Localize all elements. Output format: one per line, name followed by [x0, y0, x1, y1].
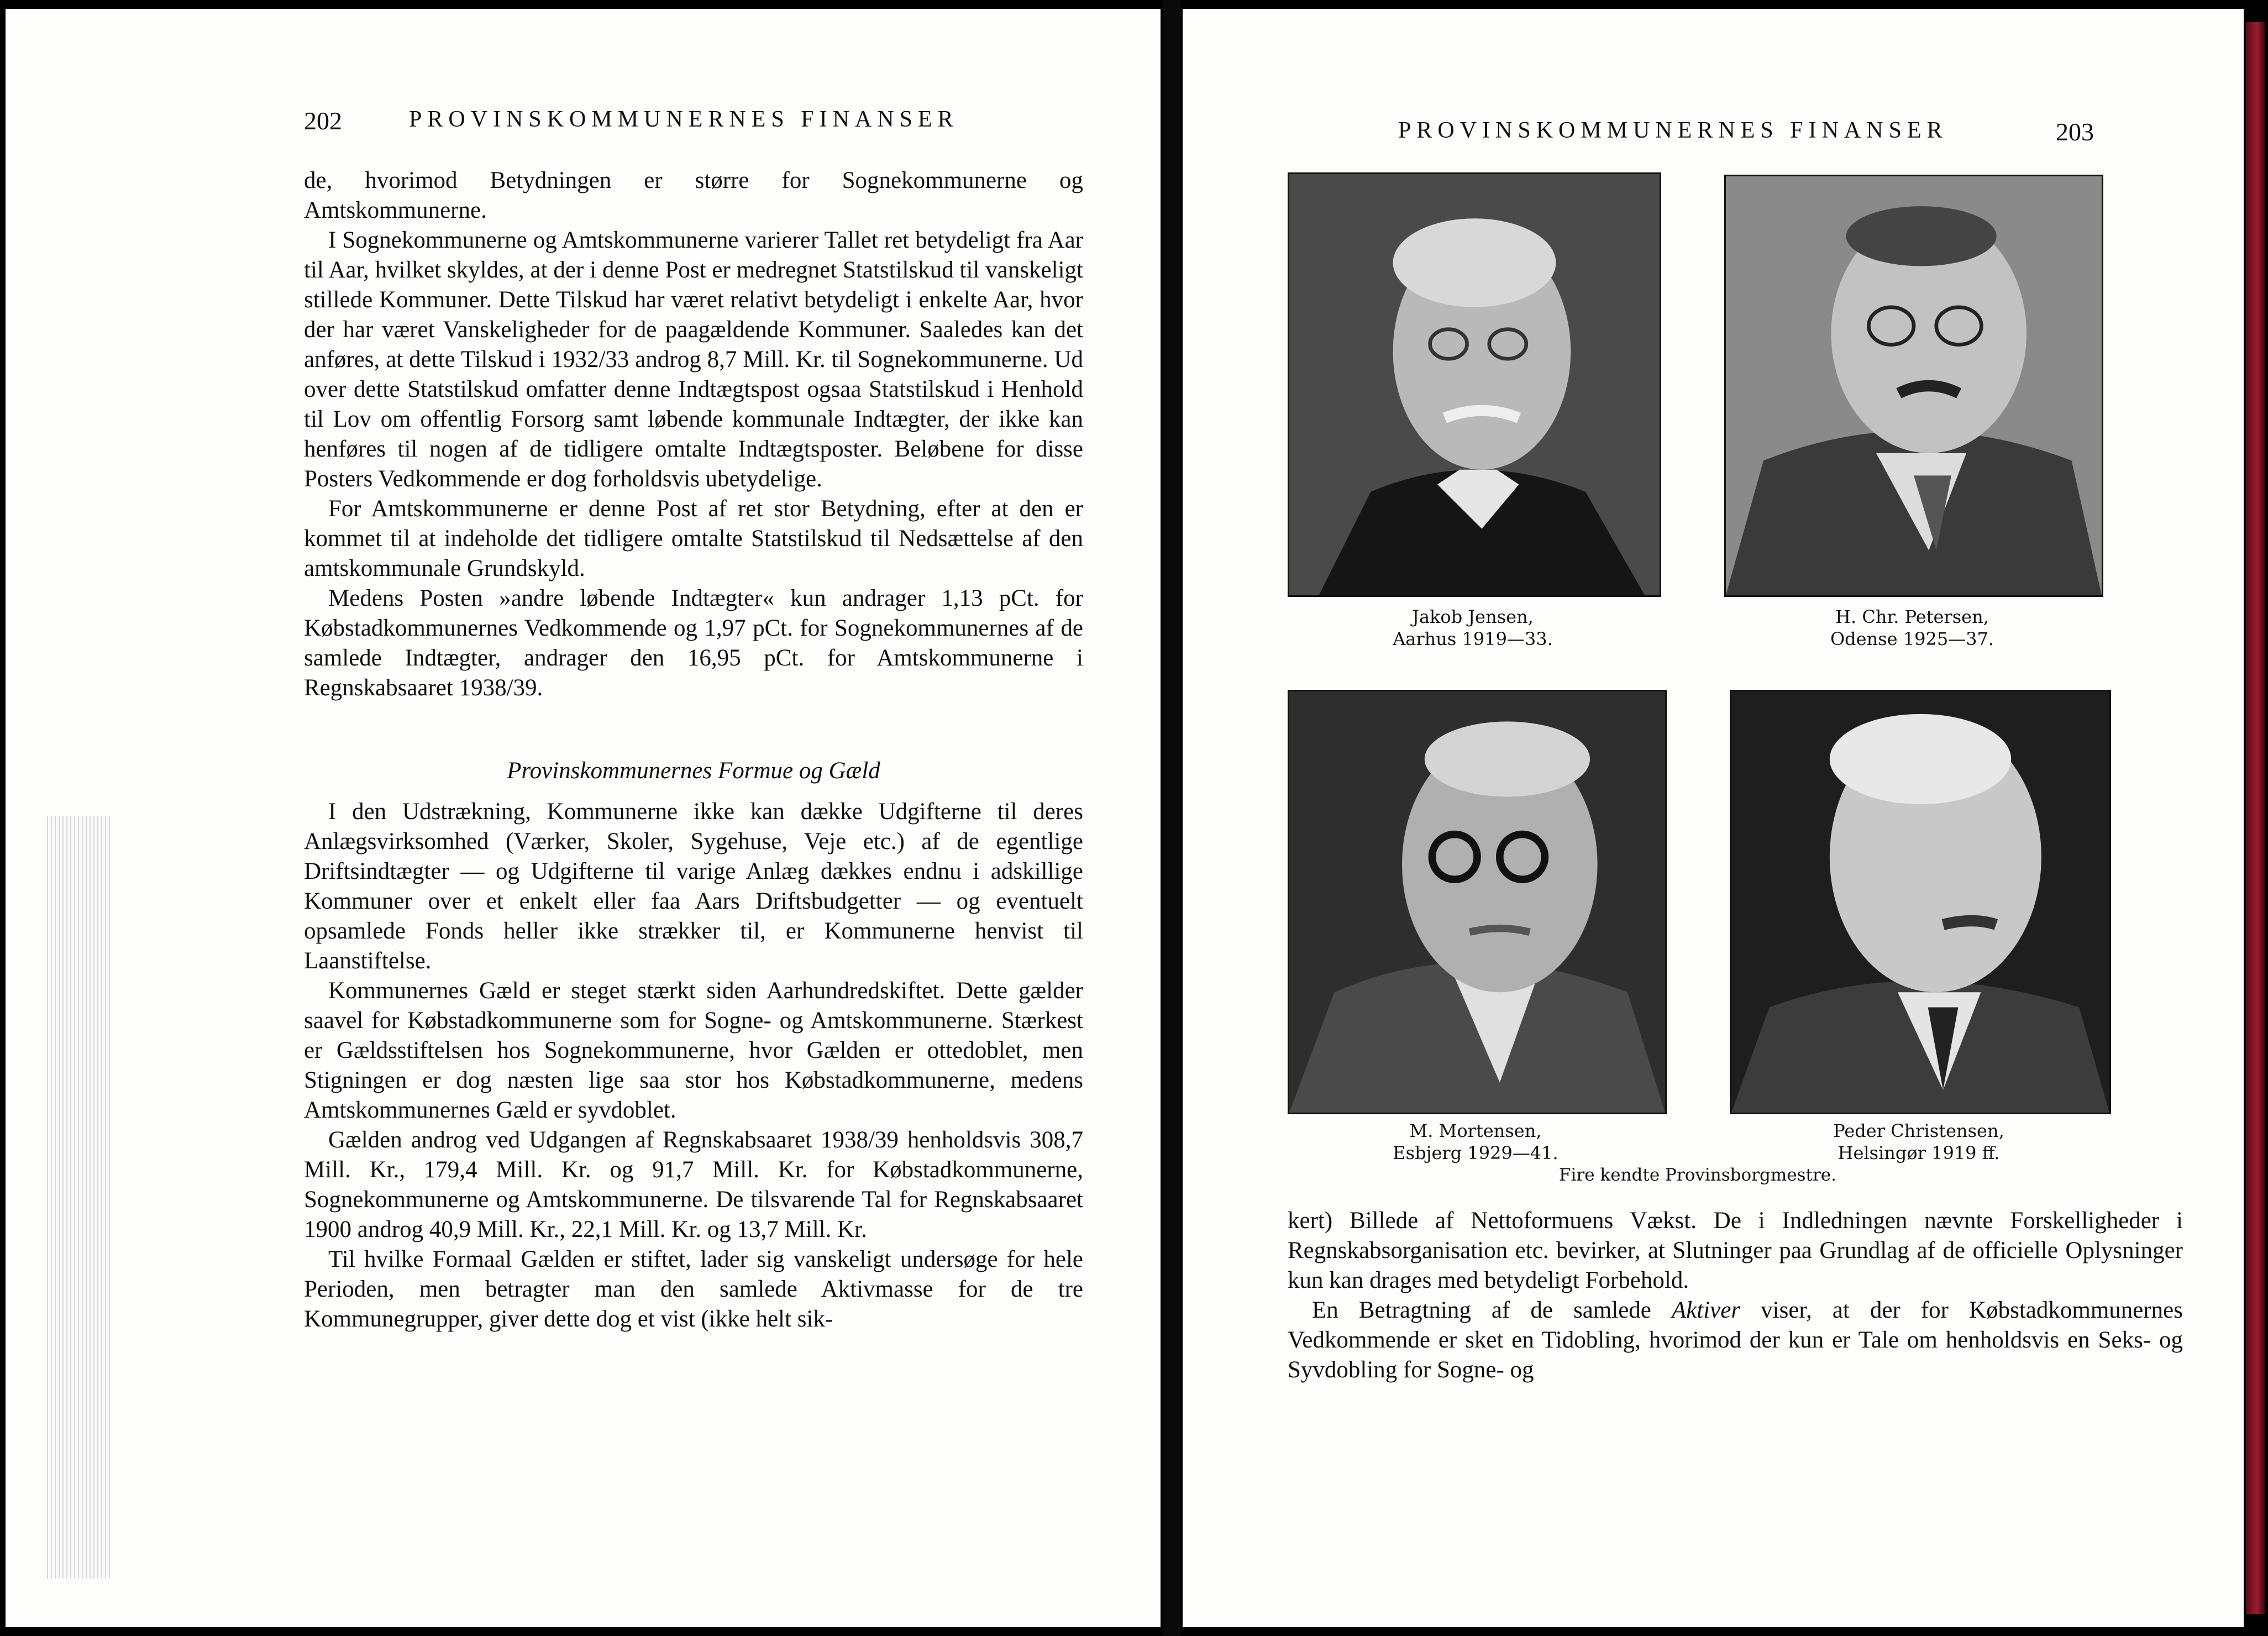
portrait-caption [1288, 606, 1658, 650]
section-heading: Provinskommunernes Formue og Gæld [507, 758, 880, 784]
portrait-place: Odense 1925—37. [1830, 628, 1994, 649]
page-number: 202 [304, 107, 342, 135]
book-spine [1163, 0, 1180, 1636]
portrait-place: Helsingør 1919 ff. [1838, 1142, 2000, 1163]
paragraph: I den Udstrækning, Kommunerne ikke kan dække Udgifterne til deres Anlægsvirksomhed (Værker, Skoler, Sygehuse, Veje etc.) af de egentlige Driftsindtægter — og Udgifterne til varige Anlæg dækkes endnu i adskillige Kommuner over et enkelt eller faa Aars Driftsbudgetter — og eventuelt opsamlede Fonds heller ikke strækker til, er Kommunerne henvist til Laanstiftelse. [304, 799, 1083, 974]
portrait-caption [1730, 1120, 2108, 1164]
paragraph: Medens Posten »andre løbende Indtægter« kun andrager 1,13 pCt. for Købstadkommunernes Vedkommende og 1,97 pCt. for Sognekommunernes af de samlede Indtægter, andrager den 16,95 pCt. for Amtskommunerne i Regnskabsaaret 1938/39. [304, 585, 1083, 701]
paragraph: I Sognekommunerne og Amtskommunerne varierer Tallet ret betydeligt fra Aar til Aar, hvilket skyldes, at der i denne Post er medregnet Statstilskud til vanskeligt stillede Kommuner. Dette Tilskud har været relativt betydeligt i enkelte Aar, hvor der har været Vanskeligheder for de paagældende Kommuner. Saaledes kan det anføres, at dette Tilskud i 1932/33 androg 8,7 Mill. Kr. til Sognekommunerne. Ud over dette Statstilskud omfatter denne Indtægtspost ogsaa Statstilskud i Henhold til Lov om offentlig Forsorg samt løbende kommunale Indtægter, der ikke kan henføres til nogen af de tidligere omtalte Indtægtsposter. Beløbene for disse Posters Vedkommende er dog forholdsvis ubetydelige. [304, 227, 1083, 492]
portrait-caption [1724, 606, 2100, 650]
text-run: En Betragtning af de samlede [1312, 1297, 1672, 1323]
paragraph: For Amtskommunerne er denne Post af ret stor Betydning, efter at den er kommet til at indeholde det tidligere omtalte Statstilskud til Nedsættelse af den amtskommunale Grundskyld. [304, 496, 1083, 581]
portrait-place: Aarhus 1919—33. [1393, 628, 1553, 649]
paragraph [1288, 1296, 2183, 1385]
left-page [6, 9, 1161, 1627]
running-head: PROVINSKOMMUNERNES FINANSER [409, 107, 959, 132]
paragraph: Gælden androg ved Udgangen af Regnskabsaaret 1938/39 henholdsvis 308,7 Mill. Kr., 179,4 Mill. Kr. og 91,7 Mill. Kr. for Købstadkommunerne, Sognekommunerne og Amtskommunerne. De tilsvarende Tal for Regnskabsaaret 1900 androg 40,9 Mill. Kr., 22,1 Mill. Kr. og 13,7 Mill. Kr. [304, 1127, 1083, 1242]
portrait-photo-m-mortensen [1288, 690, 1667, 1114]
left-body-text [304, 166, 1083, 1334]
portrait-caption [1288, 1120, 1663, 1164]
portrait-place: Esbjerg 1929—41. [1393, 1142, 1558, 1163]
running-head: PROVINSKOMMUNERNES FINANSER [1398, 118, 1948, 143]
figure-caption: Fire kendte Provinsborgmestre. [1559, 1165, 1836, 1185]
portrait-name: H. Chr. Petersen, [1835, 606, 1989, 627]
paragraph: de, hvorimod Betydningen er større for Sognekommunerne og Amtskommunerne. [304, 167, 1083, 223]
text-run: viser, at der for Købstadkommunernes Vedkommende er sket en Tidobling, hvorimod der kun er Tale om henholdsvis en Seks- og Syvdobling for Sogne- og [1288, 1297, 2183, 1383]
portrait-name: M. Mortensen, [1409, 1120, 1542, 1141]
portrait-photo-jakob-jensen [1288, 172, 1661, 597]
right-page [1183, 9, 2244, 1627]
emphasis-text: Aktiver [1671, 1297, 1741, 1323]
paragraph: Til hvilke Formaal Gælden er stiftet, lader sig vanskeligt undersøge for hele Perioden, men betragter man den samlede Aktivmasse for de tre Kommunegrupper, giver dette dog et vist (ikke helt sik- [304, 1246, 1083, 1332]
portrait-name: Jakob Jensen, [1412, 606, 1534, 627]
book-cover-edge [2246, 22, 2265, 1614]
paragraph: kert) Billede af Nettoformuens Vækst. De i Indledningen nævnte Forskelligheder i Regnskabsorganisation etc. bevirker, at Slutninger paa Grundlag af de officielle Oplysninger kun kan drages med betydeligt Forbehold. [1288, 1208, 2183, 1293]
portrait-photo-peder-christensen [1730, 690, 2111, 1114]
paragraph: Kommunernes Gæld er steget stærkt siden Aarhundredskiftet. Dette gælder saavel for Købstadkommunerne som for Sogne- og Amtskommunerne. Stærkest er Gældsstiftelsen hos Sognekommunerne, hvor Gælden er ottedoblet, men Stigningen er dog næsten lige saa stor hos Købstadkommunerne, medens Amtskommunernes Gæld er syvdoblet. [304, 978, 1083, 1123]
right-body-text [1288, 1206, 2183, 1385]
portrait-name: Peder Christensen, [1833, 1120, 2004, 1141]
page-number: 203 [2056, 118, 2094, 146]
portrait-photo-h-chr-petersen [1724, 175, 2103, 597]
page-stack-edge [44, 816, 111, 1579]
